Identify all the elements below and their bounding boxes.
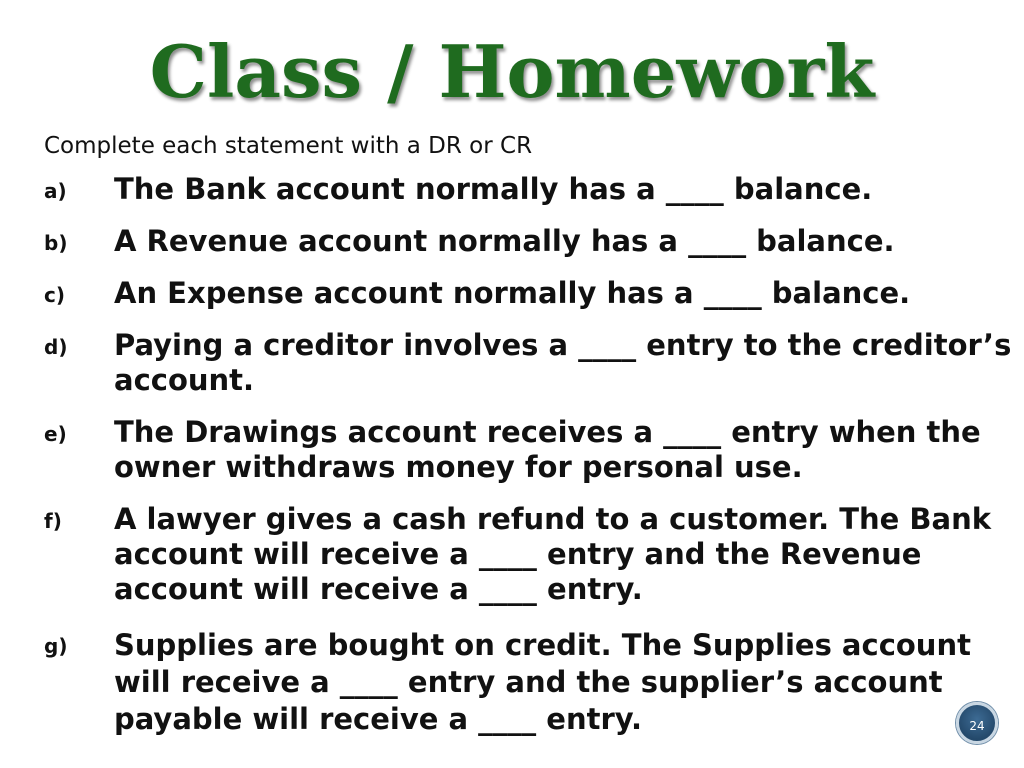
item-text: The Bank account normally has a ____ balance. — [114, 172, 873, 206]
statement-item-e — [44, 415, 1019, 485]
statement-item-f — [44, 502, 1019, 607]
instruction-text: Complete each statement with a DR or CR — [44, 133, 533, 159]
item-marker: d) — [44, 335, 68, 359]
item-text: A lawyer gives a cash refund to a customer. The Bank account will receive a ____ entry and the Revenue account will receive a ____ entry. — [114, 502, 991, 606]
statement-item-c — [44, 276, 1019, 311]
item-marker: g) — [44, 634, 68, 658]
item-text: An Expense account normally has a ____ balance. — [114, 276, 911, 310]
item-text: A Revenue account normally has a ____ balance. — [114, 224, 895, 258]
item-marker: f) — [44, 509, 62, 533]
page-number-badge: 24 — [956, 702, 998, 744]
statement-item-b — [44, 224, 1019, 259]
item-marker: a) — [44, 179, 67, 203]
statement-item-a — [44, 172, 1019, 207]
statement-list — [44, 172, 1019, 738]
item-text: Paying a creditor involves a ____ entry to the creditor’s account. — [114, 328, 1012, 397]
statement-item-g — [44, 627, 1019, 738]
item-marker: e) — [44, 422, 67, 446]
slide-title: Class / Homework — [149, 29, 875, 114]
statement-item-d — [44, 328, 1019, 398]
item-text: Supplies are bought on credit. The Supplies account will receive a ____ entry and the supplier’s account payable will receive a ____ entry. — [114, 628, 971, 736]
item-text: The Drawings account receives a ____ entry when the owner withdraws money for personal use. — [114, 415, 981, 484]
item-marker: b) — [44, 231, 68, 255]
item-marker: c) — [44, 283, 65, 307]
